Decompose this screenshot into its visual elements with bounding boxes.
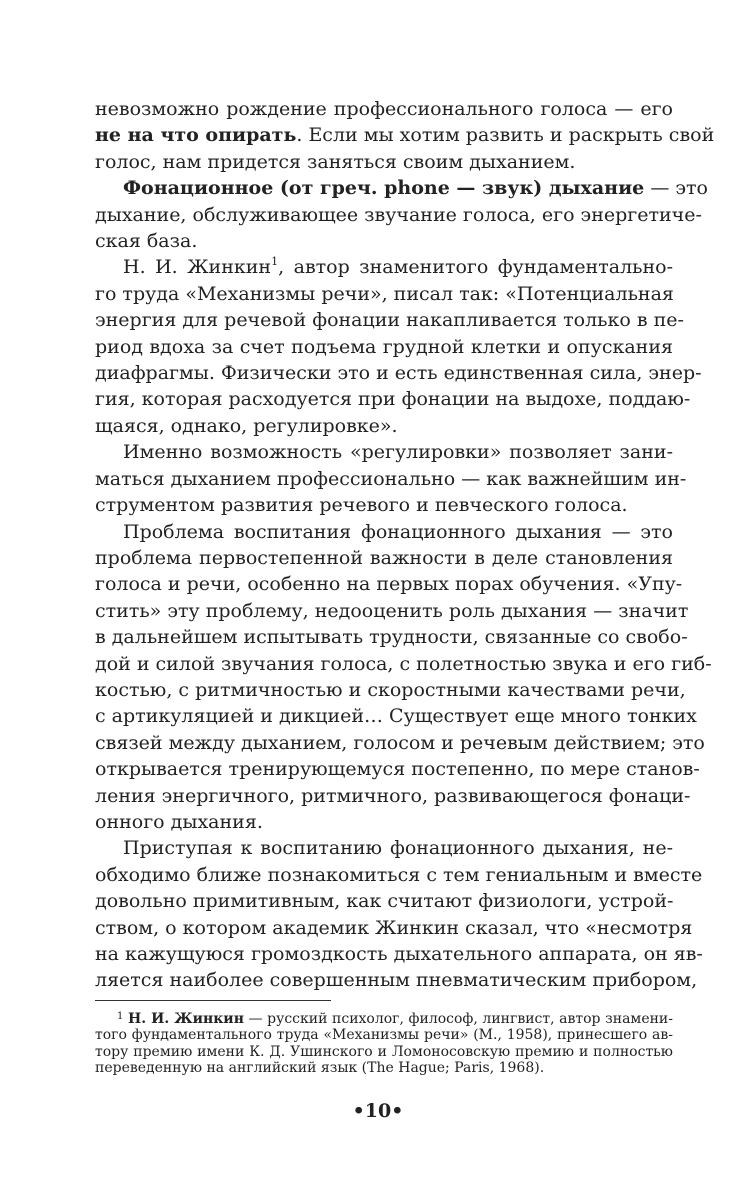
text-line: невозможно рождение профессионального голоса — его: [95, 98, 673, 120]
text-line: Фонационное (от греч. phone — звук) дыхание — это: [123, 177, 708, 200]
text-line: обходимо ближе познакомиться с тем гениальным и вместе: [95, 863, 703, 886]
text-line: щаяся, однако, регулировке».: [95, 414, 398, 437]
footnote-line: переведенную на английский язык (The Hague; Paris, 1968).: [95, 1059, 545, 1076]
text-line: с артикуляцией и дикцией… Существует еще много тонких: [95, 705, 697, 728]
text-line: в дальнейшем испытывать трудности, связанные со свобо-: [95, 626, 688, 649]
footnote-marker: 1: [117, 1011, 124, 1022]
text-line: дыхание, обслуживающее звучание голоса, его энергетиче-: [95, 203, 702, 226]
text-line: Приступая к воспитанию фонационного дыхания, не-: [123, 837, 673, 860]
text-line: костью, с ритмичностью и скоростными качествами речи,: [95, 678, 686, 701]
text-line: Проблема воспитания фонационного дыхания — это: [123, 520, 673, 543]
footnote-line: тору премию имени К. Д. Ушинского и Ломоносовскую премию и полностью: [95, 1043, 673, 1060]
page-number: •10•: [352, 1100, 404, 1122]
text-line: ством, о котором академик Жинкин сказал, что «несмотря: [95, 916, 693, 939]
text-line: стить» эту проблему, недооценить роль дыхания — значит: [95, 599, 689, 622]
text-line: на кажущуюся громоздкость дыхательного аппарата, он яв-: [95, 943, 703, 965]
text-line: риод вдоха за счет подъема грудной клетки и опускания: [95, 335, 673, 358]
text-line: голоса и речи, особенно на первых порах обучения. «Упу-: [95, 573, 683, 596]
footnote-divider: [95, 1000, 331, 1001]
text-line: ляется наиболее совершенным пневматическим прибором,: [95, 969, 698, 992]
text-line: Н. И. Жинкин$^1$, автор знаменитого фундаментально-: [123, 255, 673, 279]
text-line: Именно возможность «регулировки» позволяет зани-: [123, 441, 673, 464]
text-line: го труда «Механизмы речи», писал так: «Потенциальная: [95, 282, 674, 305]
footnote-line: $^1$ Н. И. Жинкин — русский психолог, философ, лингвист, автор знамени-: [117, 1011, 673, 1027]
text-line: ления энергичного, ритмичного, развивающегося фонаци-: [95, 784, 691, 807]
text-line: голос, нам придется заняться своим дыханием.: [95, 150, 576, 173]
text-line: открывается тренирующемуся постепенно, по мере станов-: [95, 758, 700, 781]
text-line: энергия для речевой фонации накапливается только в пе-: [95, 309, 684, 332]
text-line: довольно примитивным, как считают физиологи, устрой-: [95, 890, 674, 913]
footnote-line: того фундаментального труда «Механизмы речи» (М., 1958), принесшего ав-: [95, 1027, 673, 1044]
text-line: онного дыхания.: [95, 810, 263, 833]
footnote-name: Н. И. Жинкин: [127, 1011, 244, 1027]
text-line: струментом развития речевого и певческого голоса.: [95, 494, 628, 517]
footnote: [95, 1009, 673, 1076]
text-line: проблема первостепенной важности в деле становления: [95, 546, 673, 569]
text-line: гия, которая расходуется при фонации на выдохе, поддаю-: [95, 388, 691, 411]
term-definition: Фонационное (от греч. phone — звук) дыхание: [123, 177, 645, 200]
text-line: ская база.: [95, 230, 198, 253]
text-line: диафрагмы. Физически это и есть единственная сила, энер-: [95, 362, 702, 385]
footnote-reference: 1: [271, 255, 279, 269]
emphasis-text: не на что опирать: [95, 124, 297, 147]
text-line: не на что опирать. Если мы хотим развить и раскрыть свой: [95, 124, 715, 147]
text-line: связей между дыханием, голосом и речевым действием; это: [95, 731, 705, 754]
text-line: маться дыханием профессионально — как важнейшим ин-: [95, 467, 687, 490]
main-text: [95, 96, 715, 994]
text-line: дой и силой звучания голоса, с полетностью звука и его гиб-: [95, 652, 712, 675]
